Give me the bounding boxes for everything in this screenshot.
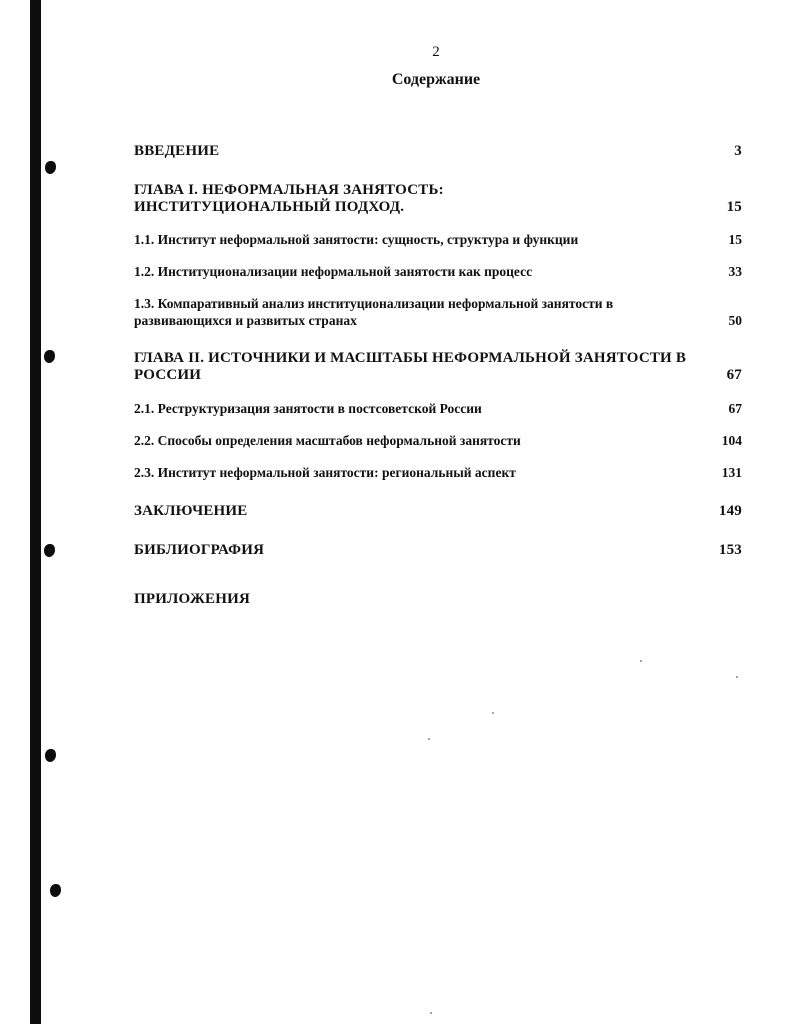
toc-entry-section-1-2[interactable] — [134, 263, 742, 280]
punch-hole-mark — [50, 884, 61, 897]
toc-entry-page: 67 — [728, 401, 742, 416]
toc-entry-introduction[interactable] — [134, 143, 742, 160]
toc-entry-section-2-2[interactable] — [134, 432, 742, 449]
scan-speck — [640, 660, 642, 662]
toc-entry-section-1-1[interactable] — [134, 231, 742, 248]
toc-entry-page: 131 — [721, 465, 742, 480]
toc-entry-section-1-3[interactable] — [134, 295, 742, 329]
toc-entry-text: ЗАКЛЮЧЕНИЕ — [134, 503, 248, 519]
toc-entry-page: 15 — [728, 232, 742, 247]
scan-edge — [30, 0, 41, 1024]
toc-entry-text: БИБЛИОГРАФИЯ — [134, 542, 265, 558]
toc-entry-text: 2.2. Способы определения масштабов неформальной занятости — [134, 433, 521, 448]
scan-speck — [492, 712, 494, 714]
toc-entry-page: 153 — [718, 542, 742, 558]
toc-entry-appendices[interactable] — [134, 591, 742, 608]
toc-entry-page: 67 — [726, 367, 742, 383]
toc-entry-chapter-2[interactable] — [134, 350, 742, 384]
punch-hole-mark — [45, 161, 56, 174]
toc-entry-text: 2.1. Реструктуризация занятости в постсоветской России — [134, 401, 482, 416]
toc-entry-text: ГЛАВА I. НЕФОРМАЛЬНАЯ ЗАНЯТОСТЬ: ИНСТИТУЦИОНАЛЬНЫЙ ПОДХОД. — [134, 182, 444, 215]
punch-hole-mark — [44, 544, 55, 557]
scan-speck — [736, 676, 738, 678]
toc-entry-text: 1.1. Институт неформальной занятости: сущность, структура и функции — [134, 232, 579, 247]
toc-entry-conclusion[interactable] — [134, 503, 742, 520]
page-number: 2 — [432, 44, 440, 60]
toc-entry-text: 1.3. Компаративный анализ институционализации неформальной занятости в развивающихся и развитых странах — [134, 296, 614, 328]
punch-hole-mark — [45, 749, 56, 762]
toc-entry-page: 50 — [728, 313, 742, 328]
toc-entry-page: 15 — [726, 199, 742, 215]
page-title: Содержание — [391, 71, 481, 88]
punch-hole-mark — [44, 350, 55, 363]
toc-entry-page: 149 — [718, 503, 742, 519]
toc-entry-section-2-3[interactable] — [134, 464, 742, 481]
scan-speck — [428, 738, 430, 740]
toc-entry-page: 3 — [734, 143, 742, 159]
toc-entry-text: ПРИЛОЖЕНИЯ — [134, 591, 250, 607]
toc-entry-text: 1.2. Институционализации неформальной занятости как процесс — [134, 264, 533, 279]
toc-entry-chapter-1[interactable] — [134, 182, 742, 216]
toc-entry-page: 104 — [721, 433, 742, 448]
toc-entry-section-2-1[interactable] — [134, 400, 742, 417]
toc-entry-text: ВВЕДЕНИЕ — [134, 143, 220, 159]
toc-entry-text: 2.3. Институт неформальной занятости: региональный аспект — [134, 465, 516, 480]
toc-entry-page: 33 — [728, 264, 742, 279]
toc-entry-text: ГЛАВА II. ИСТОЧНИКИ И МАСШТАБЫ НЕФОРМАЛЬНОЙ ЗАНЯТОСТИ В РОССИИ — [134, 350, 687, 383]
toc-entry-bibliography[interactable] — [134, 542, 742, 559]
scan-speck — [430, 1012, 432, 1014]
